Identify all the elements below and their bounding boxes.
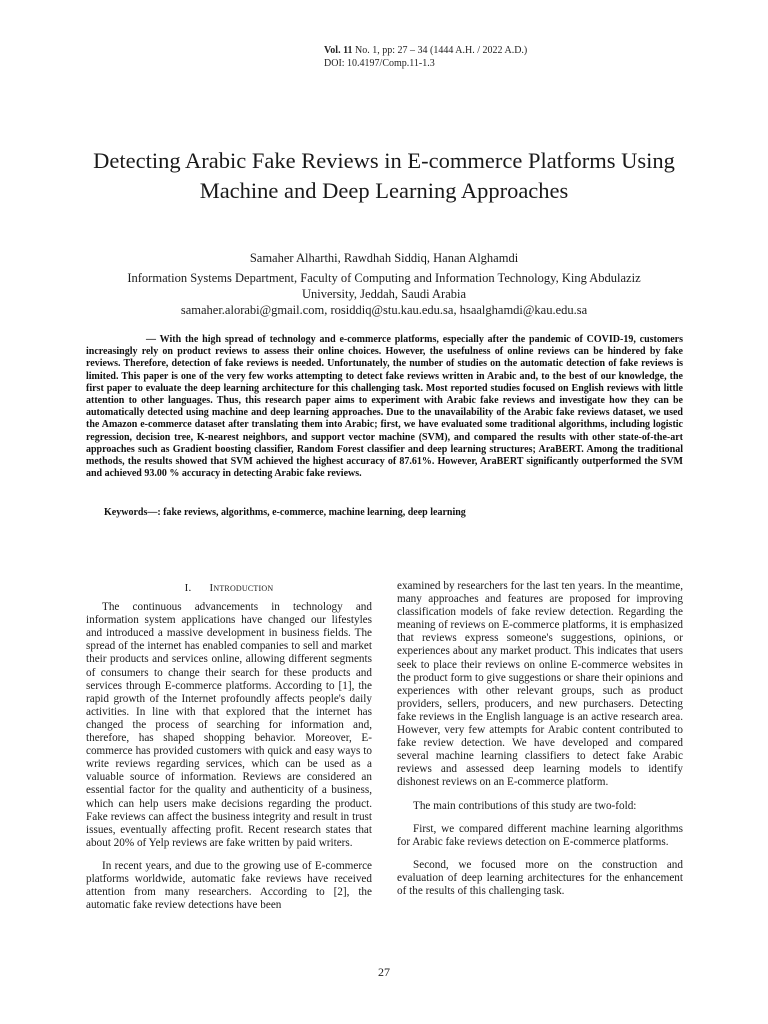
intro-paragraph-1: The continuous advancements in technology and information system applications have changed our lifestyles and introduced a massive development in business fields. The spread of the internet has enabled companies to sell and market their products and services online, allowing different segments of consumers to change their search for these products and services through E-commerce platforms. According to [1], the rapid growth of the Internet profoundly affects people's daily activities. In line with that explored that the internet has changed the process of searching for information and, therefore, has shaped shopping behavior. Moreover, E-commerce has provided customers with quick and easy ways to write reviews regarding services, which can be used as a valuable source of information. Reviews are considered an essential factor for the quality and authenticity of a business, which can help users make decisions regarding the product. Fake reviews can affect the business integrity and result in trust issues, eventually affecting profit. Recent research states that about 20% of Yelp reviews are fake written by paid writers. (86, 601, 372, 849)
right-column (397, 580, 683, 908)
section-title: Introduction (209, 582, 274, 594)
doi-line: DOI: 10.4197/Comp.11-1.3 (324, 58, 435, 69)
affiliation-line-1: Information Systems Department, Faculty of Computing and Information Technology, King Abdulaziz (127, 271, 641, 285)
volume-details: No. 1, pp: 27 – 34 (1444 A.H. / 2022 A.D.) (352, 45, 528, 56)
author-emails: samaher.alorabi@gmail.com, rosiddiq@stu.kau.edu.sa, hsaalghamdi@kau.edu.sa (180, 303, 588, 317)
page-number: 27 (378, 965, 390, 979)
section-number: I. (184, 582, 192, 594)
journal-header (324, 44, 624, 70)
volume-line (324, 44, 624, 57)
contribution-first: First, we compared different machine learning algorithms for Arabic fake reviews detection on E-commerce platforms. (397, 822, 683, 848)
author-block (70, 250, 698, 318)
contribution-second: Second, we focused more on the construction and evaluation of deep learning architectures for the enhancement of the results of this challenging task. (397, 858, 683, 897)
section-heading (86, 582, 372, 595)
affiliation-line-2: University, Jeddah, Saudi Arabia (301, 287, 467, 301)
keywords: Keywords—: fake reviews, algorithms, e-commerce, machine learning, deep learning (104, 507, 466, 518)
abstract (86, 334, 683, 480)
intro-paragraph-3: examined by researchers for the last ten years. In the meantime, many approaches and features are proposed for improving classification models of fake review detection. Regarding the meaning of reviews on E-commerce platforms, it is emphasized that reviews express someone's suggestions, opinions, or experiences about any market product. This indicates that users seek to place their reviews on online E-commerce websites in the product form to give suggestions or share their opinions and experiences with other relevant groups, such as product providers, sellers, producers, and new purchasers. Detecting fake reviews in the English language is an active research area. However, very few attempts for Arabic content contributed to fake review detection. We have developed and compared several machine learning classifiers to detect fake Arabic reviews and assessed deep learning models to identify dishonest reviews on an E-commerce platform. (397, 580, 683, 789)
abstract-text: — With the high spread of technology and e-commerce platforms, especially after the pandemic of COVID-19, customers increasingly rely on product reviews to assess their online choices. However, the usefulness of online reviews can be hindered by fake reviews. Therefore, detection of fake reviews is needed. Unfortunately, the number of studies on the automatic detection of fake reviews is limited. This paper is one of the very few works attempting to detect fake reviews written in Arabic and, to the best of our knowledge, the first paper to evaluate the deep learning architecture for this challenging task. Most reported studies focused on English reviews with little attention to other languages. Thus, this research paper aims to experiment with Arabic fake reviews and investigate how they can be automatically detected using machine and deep learning approaches. Due to the unavailability of the Arabic fake reviews dataset, we used the Amazon e-commerce dataset after translating them into Arabic; first, we have evaluated some traditional algorithms, including logistic regression, decision tree, K-nearest neighbors, and support vector machine (SVM), and compared the results with other state-of-the-art approaches such as Gradient boosting classifier, Random Forest classifier and deep learning structures; AraBERT. Among the traditional methods, the results showed that SVM achieved the highest accuracy of 87.61%. However, AraBERT significantly outperformed the SVM and achieved 93.00 % accuracy in detecting Arabic fake reviews. (86, 334, 683, 480)
paper-title: Detecting Arabic Fake Reviews in E-commerce Platforms Using Machine and Deep Learning Approaches (93, 148, 675, 203)
author-names: Samaher Alharthi, Rawdhah Siddiq, Hanan Alghamdi (249, 251, 519, 265)
left-column (86, 582, 372, 922)
contributions-intro: The main contributions of this study are two-fold: (413, 799, 637, 812)
volume-label: Vol. 11 (324, 45, 353, 56)
intro-paragraph-2: In recent years, and due to the growing use of E-commerce platforms worldwide, automatic fake reviews have received attention from many researchers. According to [2], the automatic fake review detections have been (86, 859, 372, 912)
